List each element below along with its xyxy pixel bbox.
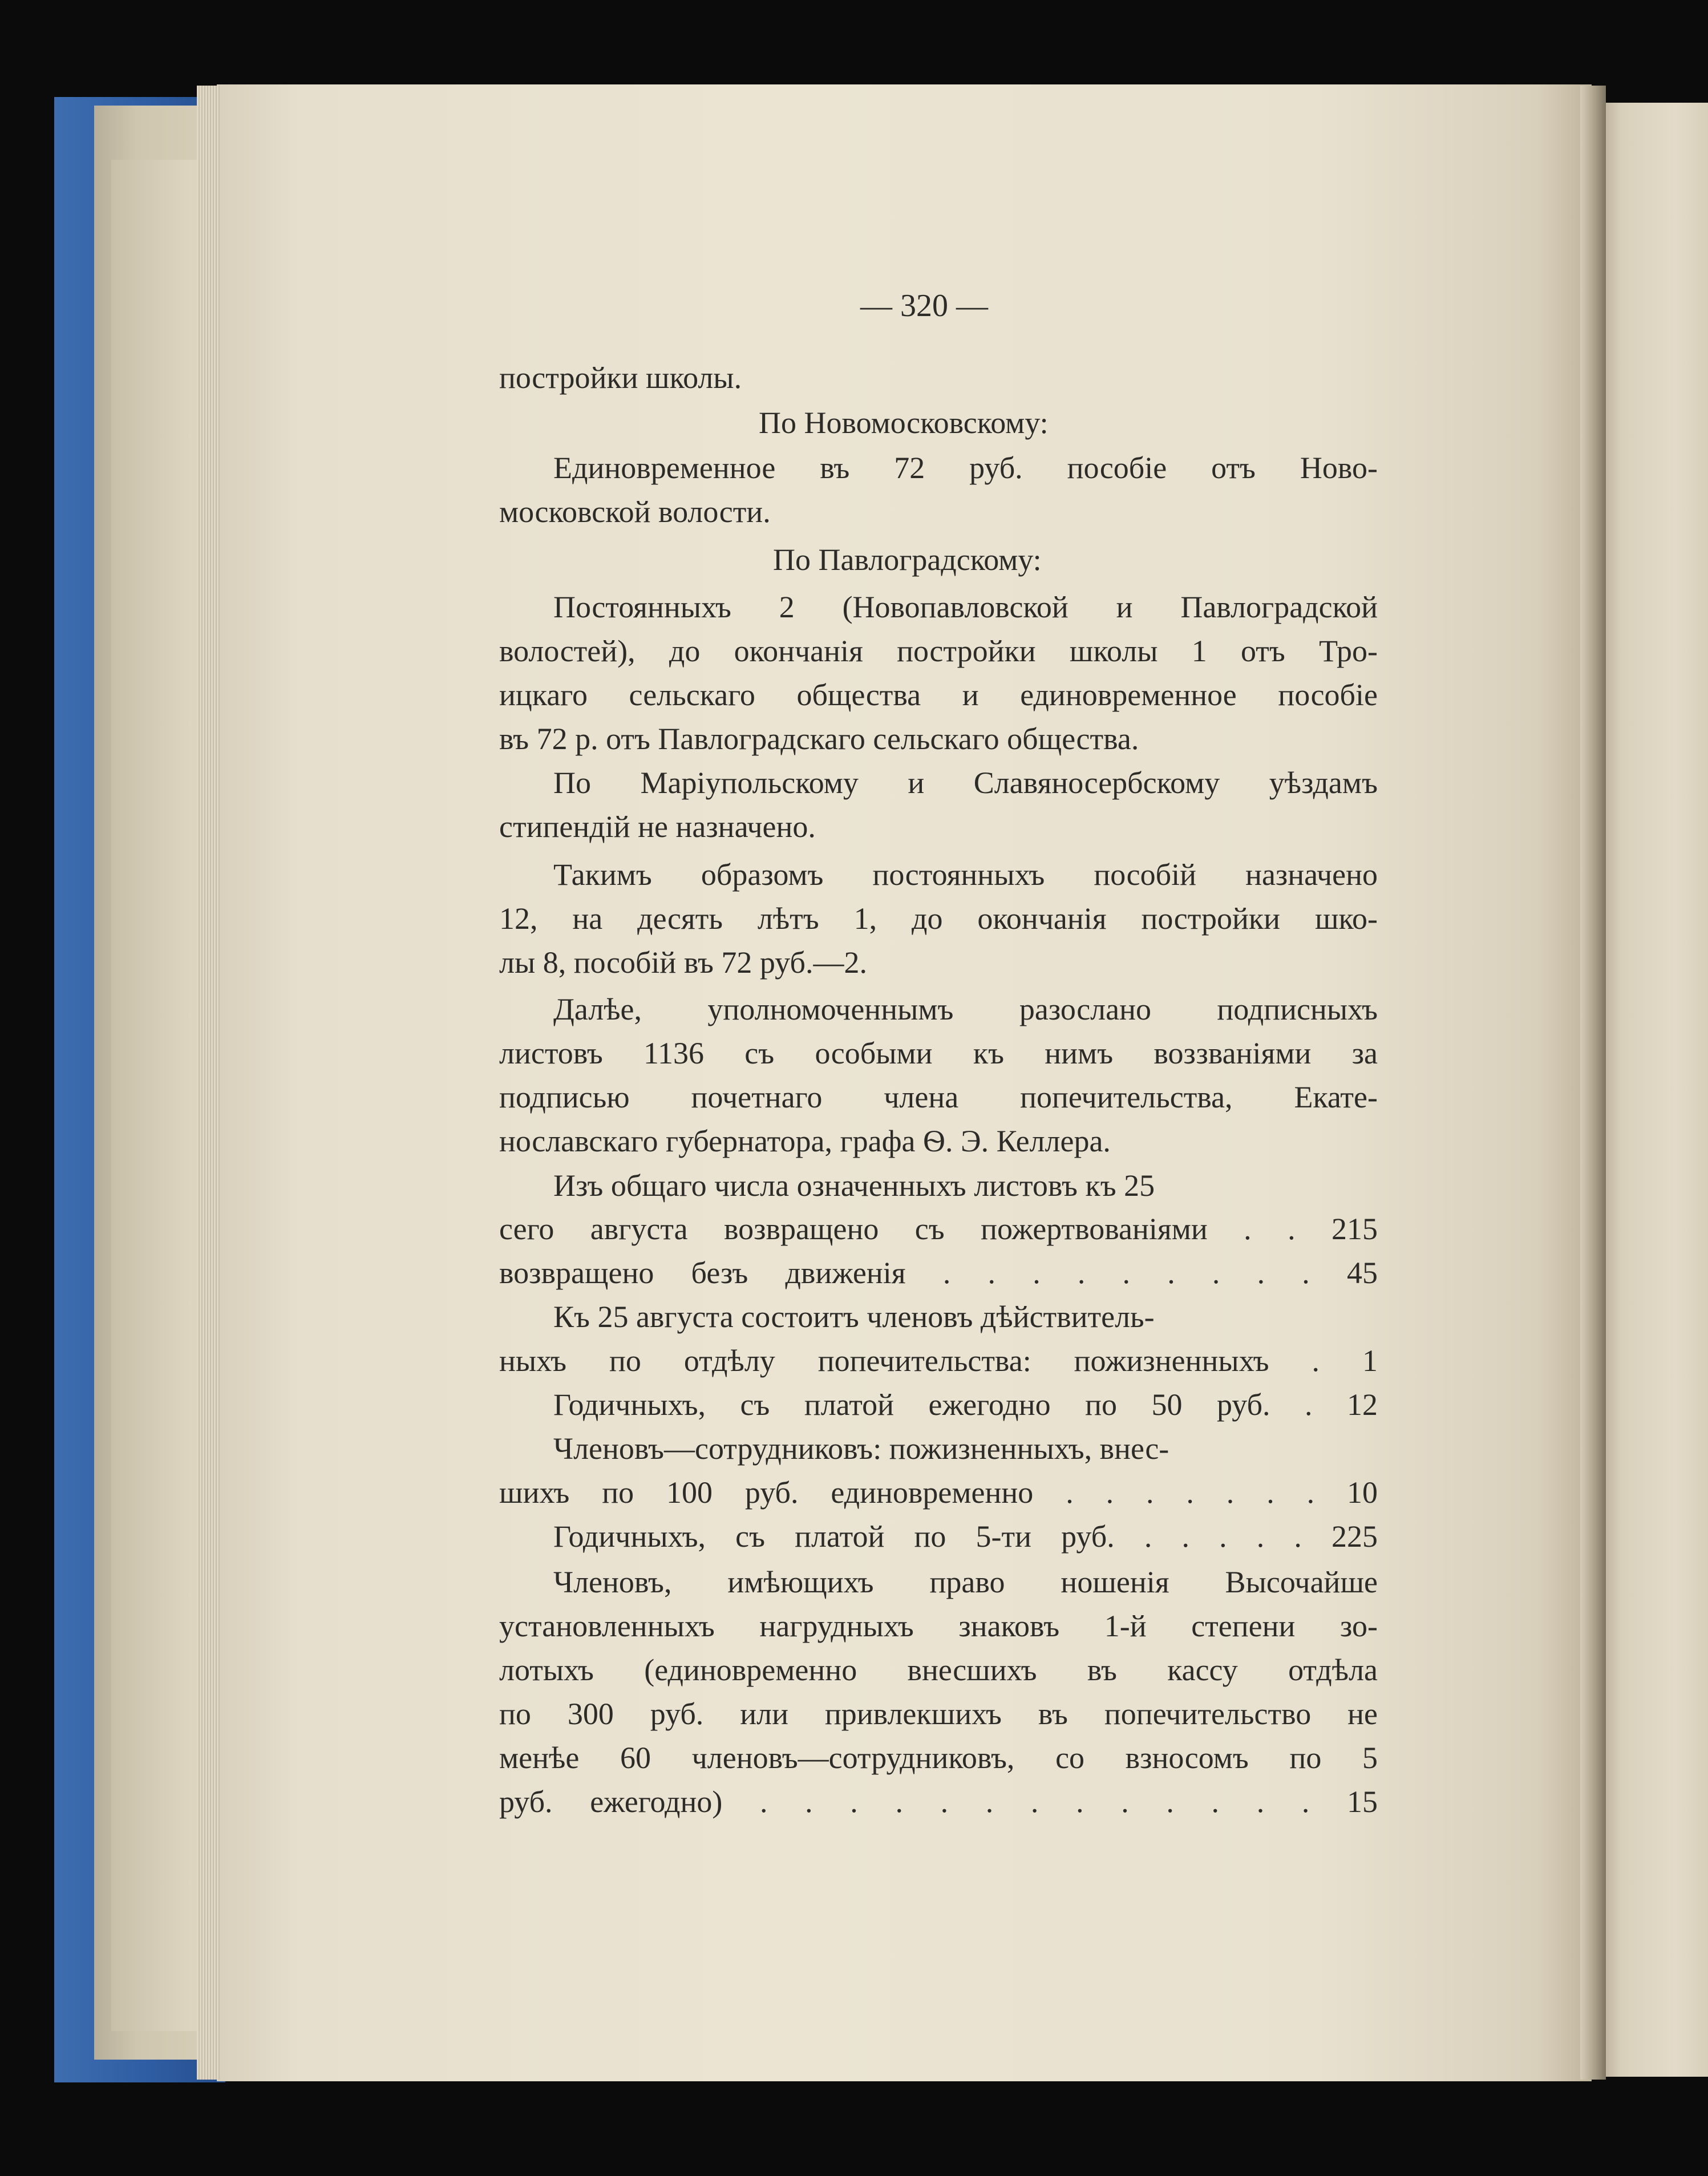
text-line: установленныхъ нагрудныхъ знаковъ 1-й степени зо- — [499, 1609, 1378, 1643]
text-line: Такимъ образомъ постоянныхъ пособій назначено — [553, 858, 1378, 892]
section-heading: По Новомосковскому: — [759, 406, 1049, 440]
text-line: ицкаго сельскаго общества и единовременное пособіе — [499, 678, 1378, 712]
ledger-line: руб. ежегодно) . . . . . . . . . . . . . 15 — [499, 1785, 1378, 1819]
text-line: менѣе 60 членовъ—сотрудниковъ, со взносомъ по 5 — [499, 1741, 1378, 1775]
text-line: Членовъ—сотрудниковъ: пожизненныхъ, внес- — [553, 1431, 1169, 1466]
text-line: въ 72 р. отъ Павлоградскаго сельскаго общества. — [499, 722, 1139, 756]
text-line: Къ 25 августа состоитъ членовъ дѣйствитель- — [553, 1300, 1155, 1334]
text-line: Изъ общаго числа означенныхъ листовъ къ 25 — [553, 1168, 1155, 1203]
text-line: Членовъ, имѣющихъ право ношенія Высочайше — [553, 1565, 1378, 1599]
text-line: лы 8, пособій въ 72 руб.—2. — [499, 945, 867, 980]
text-line: листовъ 1136 съ особыми къ нимъ воззваніями за — [499, 1036, 1378, 1070]
text-line: Постоянныхъ 2 (Новопавловской и Павлоградской — [553, 590, 1378, 624]
text-line: лотыхъ (единовременно внесшихъ въ кассу отдѣла — [499, 1653, 1378, 1687]
ledger-line: шихъ по 100 руб. единовременно . . . . . . . 10 — [499, 1475, 1378, 1510]
page-number: — 320 — — [860, 288, 988, 323]
text-line: Далѣе, уполномоченнымъ разослано подписныхъ — [553, 992, 1378, 1026]
text-line: стипендій не назначено. — [499, 810, 816, 844]
text-line: по 300 руб. или привлекшихъ въ попечительство не — [499, 1697, 1378, 1731]
text-line: постройки школы. — [499, 361, 742, 395]
section-heading: По Павлоградскому: — [773, 543, 1042, 577]
text-line: Единовременное въ 72 руб. пособіе отъ Ново- — [553, 451, 1378, 485]
text-line: волостей), до окончанія постройки школы 1 отъ Тро- — [499, 634, 1378, 668]
ledger-line: Годичныхъ, съ платой ежегодно по 50 руб. . 12 — [553, 1388, 1378, 1422]
ledger-line: сего августа возвращено съ пожертвованіями . . 215 — [499, 1212, 1378, 1246]
ledger-line: возвращено безъ движенія . . . . . . . . . 45 — [499, 1256, 1378, 1290]
ledger-line: ныхъ по отдѣлу попечительства: пожизненныхъ . 1 — [499, 1344, 1378, 1378]
text-line: подписью почетнаго члена попечительства, Екате- — [499, 1080, 1378, 1114]
text-line: нославскаго губернатора, графа Ѳ. Э. Келлера. — [499, 1124, 1111, 1158]
text-line: 12, на десять лѣтъ 1, до окончанія постройки шко- — [499, 901, 1378, 936]
text-line: По Маріупольскому и Славяносербскому уѣздамъ — [553, 766, 1378, 800]
ledger-line: Годичныхъ, съ платой по 5-ти руб. . . . . . 225 — [553, 1519, 1378, 1554]
text-line: московской волости. — [499, 495, 771, 529]
book-gutter — [1580, 86, 1606, 2080]
facing-page — [1600, 103, 1708, 2077]
page-stack-edge — [197, 86, 220, 2080]
